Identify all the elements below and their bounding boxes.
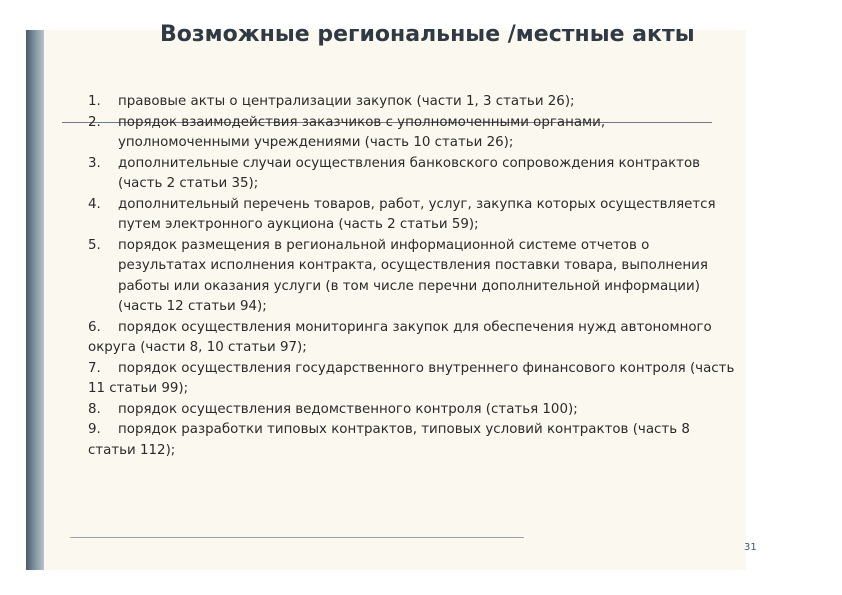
item-text-continued: статьи 112);: [88, 442, 176, 458]
item-number: 9.: [88, 422, 101, 437]
acts-list: [88, 92, 838, 461]
bottom-divider: [70, 537, 524, 538]
list-item: [88, 400, 838, 421]
item-text-continued: 11 статьи 99);: [88, 381, 189, 396]
item-text-continued: (часть 2 статьи 35);: [118, 176, 259, 191]
item-text: порядок разработки типовых контрактов, типовых условий контрактов (часть 8: [118, 422, 690, 437]
item-text-continued: уполномоченными учреждениями (часть 10 статьи 26);: [118, 135, 514, 150]
item-text: порядок осуществления ведомственного контроля (статья 100);: [118, 401, 578, 417]
list-item: [88, 420, 838, 461]
list-item: [88, 92, 838, 113]
list-item: [88, 359, 838, 400]
item-number: 3.: [88, 155, 101, 171]
item-text-continued: путем электронного аукциона (часть 2 статьи 59);: [118, 217, 479, 232]
item-text: порядок осуществления государственного внутреннего финансового контроля (часть: [118, 360, 735, 376]
item-text-continued: округа (части 8, 10 статьи 97);: [88, 340, 307, 355]
page-number: 31: [744, 542, 757, 553]
item-number: 5.: [88, 237, 101, 253]
item-text-continued: (часть 12 статьи 94);: [118, 299, 267, 314]
item-number: 7.: [88, 360, 101, 376]
list-item: [88, 154, 838, 195]
item-number: 8.: [88, 401, 101, 417]
list-item: [88, 113, 838, 154]
item-text: правовые акты о централизации закупок (части 1, 3 статьи 26);: [118, 94, 575, 109]
item-text: дополнительный перечень товаров, работ, услуг, закупка которых осуществляется: [118, 196, 716, 212]
slide-title: Возможные региональные /местные акты: [160, 22, 695, 47]
item-text-continued: результатах исполнения контракта, осуществления поставки товара, выполнения: [118, 258, 708, 273]
item-text: дополнительные случаи осуществления банковского сопровождения контрактов: [118, 155, 701, 171]
item-text: порядок взаимодействия заказчиков с уполномоченными органами,: [118, 114, 606, 130]
list-item: [88, 195, 838, 236]
item-number: 6.: [88, 319, 101, 335]
item-number: 2.: [88, 114, 101, 130]
list-item: [88, 318, 838, 359]
item-text: порядок размещения в региональной информационной системе отчетов о: [118, 237, 650, 253]
item-number: 1.: [88, 94, 101, 109]
list-item: [88, 236, 838, 318]
item-text: порядок осуществления мониторинга закупок для обеспечения нужд автономного: [118, 319, 712, 335]
left-accent-bar: [26, 30, 44, 570]
item-text-continued: работы или оказания услуги (в том числе перечни дополнительной информации): [118, 278, 700, 294]
item-number: 4.: [88, 196, 101, 212]
